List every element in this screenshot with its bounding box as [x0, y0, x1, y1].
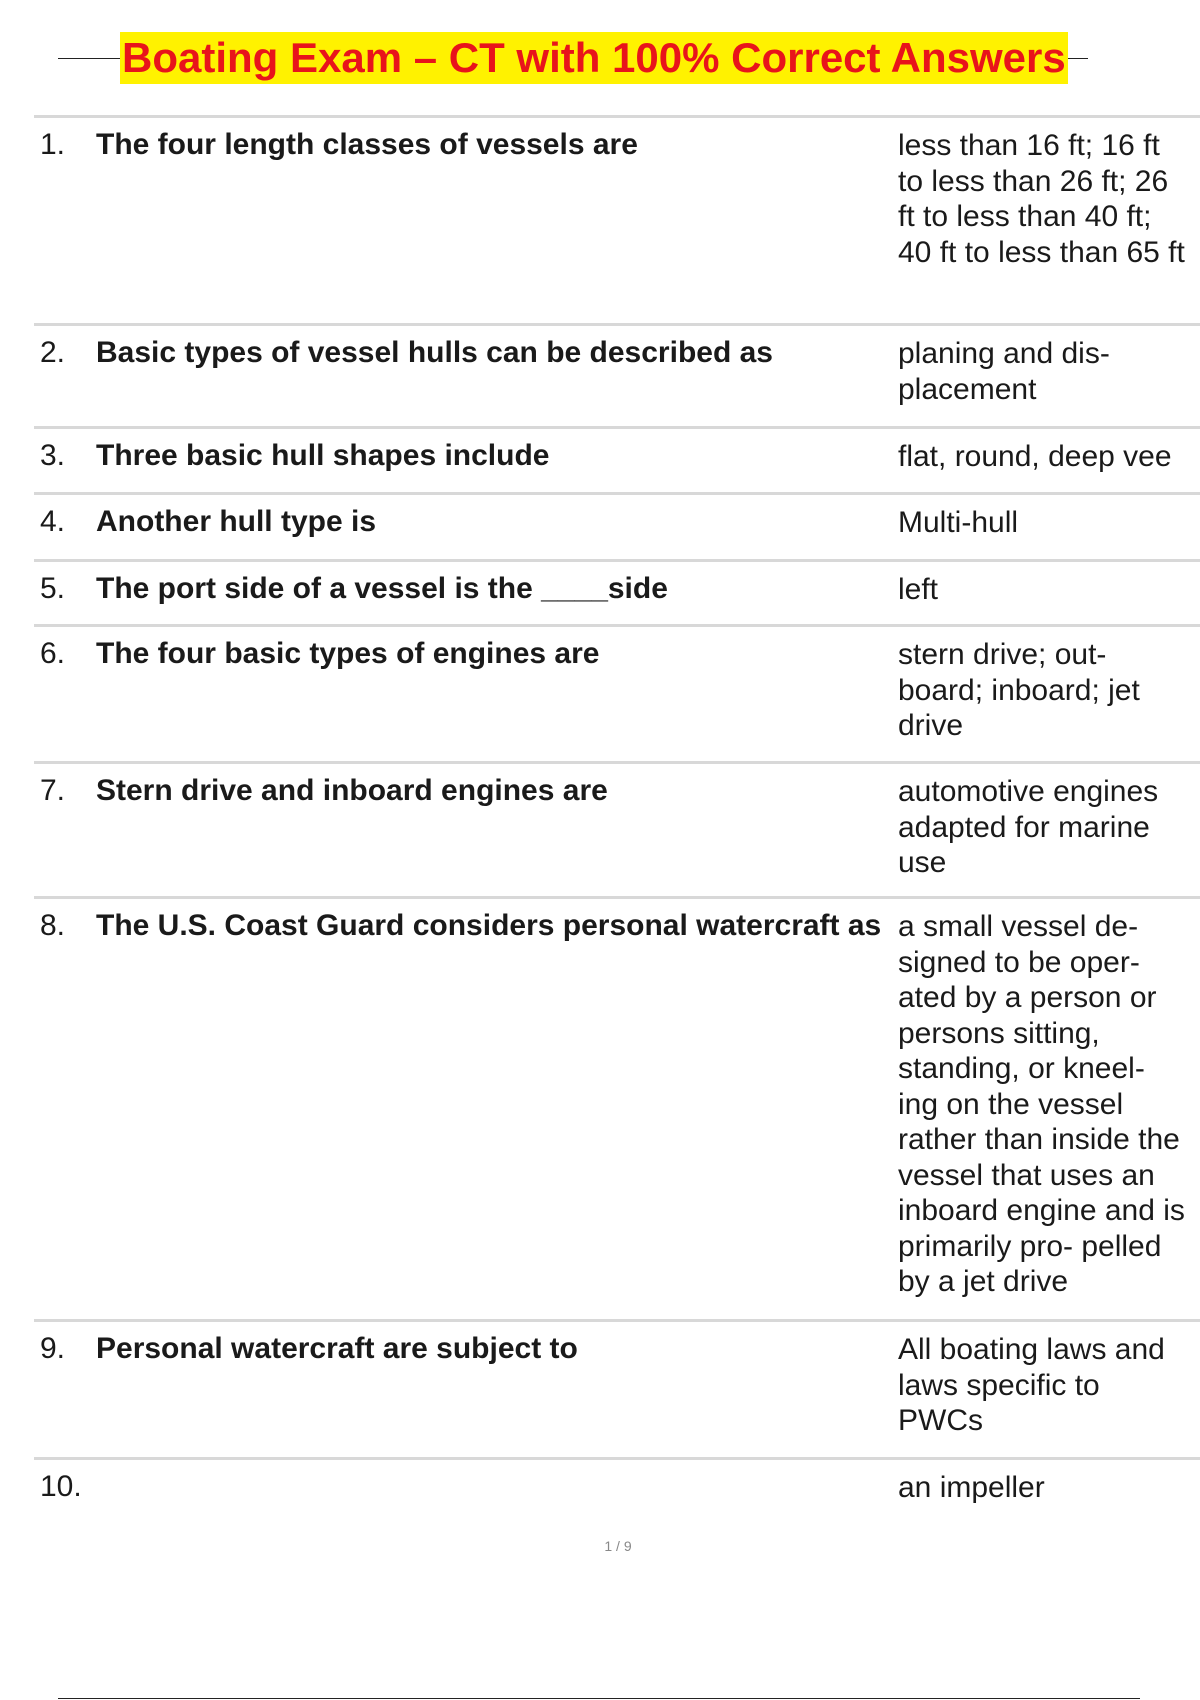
question-text: The four length classes of vessels are: [96, 128, 638, 161]
question-number: 7.: [40, 774, 66, 807]
qa-table: [34, 115, 1200, 1527]
question-text: Another hull type is: [96, 505, 377, 538]
question-number: 8.: [40, 909, 66, 942]
title-rule-right: [1068, 58, 1088, 59]
qa-row: [34, 761, 1200, 896]
answer-text: Multi-hull: [898, 506, 1019, 539]
answer-text: less than 16 ft; 16 ft to less than 26 ft; 26 ft to less than 40 ft; 40 ft to less than 65 ft: [898, 129, 1185, 269]
footer-rule: [58, 1698, 1140, 1699]
answer-text: left: [898, 573, 939, 606]
question-number: 3.: [40, 439, 66, 472]
qa-row: [34, 115, 1200, 323]
answer-text: an impeller: [898, 1471, 1045, 1504]
answer-text: flat, round, deep vee: [898, 440, 1172, 473]
title-bar: [58, 30, 1130, 86]
question-text: Stern drive and inboard engines are: [96, 774, 608, 807]
answer-text: planing and dis- placement: [898, 337, 1110, 406]
question-number: 4.: [40, 505, 66, 538]
question-text: Personal watercraft are subject to: [96, 1332, 578, 1365]
question-number: 10.: [40, 1470, 82, 1503]
question-text: The four basic types of engines are: [96, 637, 600, 670]
question-number: 5.: [40, 572, 66, 605]
question-text: [96, 1470, 896, 1515]
question-text: Basic types of vessel hulls can be described as: [96, 336, 773, 369]
document-title: Boating Exam – CT with 100% Correct Answers: [120, 32, 1068, 84]
question-number: 6.: [40, 637, 66, 670]
question-text: The U.S. Coast Guard considers personal watercraft as: [96, 909, 882, 942]
answer-text: All boating laws and laws specific to PWCs: [898, 1333, 1165, 1437]
qa-row: [34, 896, 1200, 1319]
qa-row: [34, 559, 1200, 624]
qa-row: [34, 323, 1200, 426]
qa-row: [34, 1457, 1200, 1527]
question-number: 9.: [40, 1332, 66, 1365]
qa-row: [34, 492, 1200, 559]
question-number: 1.: [40, 128, 66, 161]
answer-text: automotive engines adapted for marine use: [898, 775, 1159, 879]
title-rule-left: [58, 58, 120, 59]
question-text: The port side of a vessel is the ____side: [96, 572, 668, 605]
qa-row: [34, 1319, 1200, 1457]
answer-text: stern drive; out- board; inboard; jet drive: [898, 638, 1140, 742]
qa-row: [34, 624, 1200, 761]
qa-row: [34, 426, 1200, 492]
question-number: 2.: [40, 336, 66, 369]
question-text: Three basic hull shapes include: [96, 439, 550, 472]
page-number: 1 / 9: [604, 1538, 632, 1554]
answer-text: a small vessel de- signed to be oper- ated by a person or persons sitting, standing, or kneel- ing on the vessel rather than inside the vessel that uses an inboard engine and is primarily pro- pelled by a jet drive: [898, 910, 1185, 1298]
